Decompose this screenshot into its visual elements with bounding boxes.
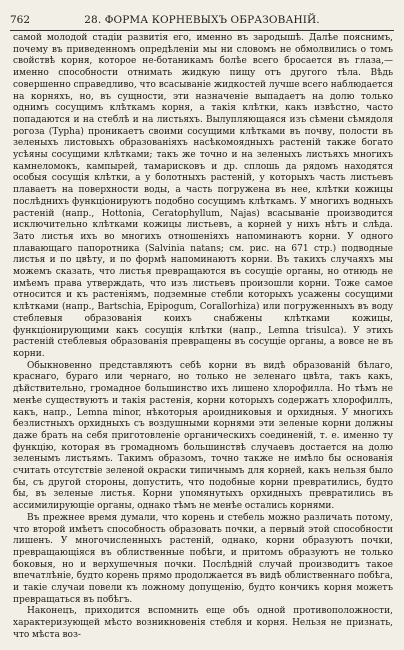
- body-text: [13, 33, 393, 642]
- paragraph: Обыкновенно представляютъ себѣ корни въ видѣ образованій бѣлаго, краснаго, бураго или чернаго, но только не зеленаго цвѣта, такъ какъ, дѣйствительно, громадное большинство ихъ лишено хлорофилла. Но тѣмъ не менѣе существуютъ и такія растенія, корни которыхъ содержатъ хлорофиллъ, какъ, напр., Lemna minor, нѣкоторыя ароидниковыя и орхидныя. У многихъ безлистныхъ орхидныхъ съ воздушными корнями эти зеленые корни должны даже брать на себя приготовленіе органическихъ соединеній, т. е. именно ту функцію, которая въ громадномъ большинствѣ случаевъ достается на долю зеленымъ листьямъ. Такимъ образомъ, точно также не имѣло бы основанія считать отсутствіе зеленой окраски типичнымъ для корней, какъ нельзя было бы, съ другой стороны, допустить, что подобные корни превратились, будто бы, въ зеленые листья. Корни упомянутыхъ орхидныхъ превратились въ ассимилирующіе органы, однако тѣмъ не менѣе остались корнями.: [13, 360, 393, 512]
- paragraph: Въ прежнее время думали, что корень и стебель можно различать потому, что второй имѣетъ способность образовать почки, а первый этой способности лишенъ. У многочисленныхъ растеній, однако, корни образуютъ почки, превращающіяся въ облиственные побѣги, и притомъ образуютъ не только боковыя, но и верхушечныя почки. Послѣдній случай производитъ такое впечатлѣніе, будто корень прямо продолжается въ видѣ облиственнаго побѣга, и такіе случаи повели къ ложному допущенію, будто кончикъ корня можетъ превращаться въ побѣгъ.: [13, 512, 393, 605]
- paragraph-continued: самой молодой стадіи развитія его, именно въ зародышѣ. Далѣе пояснимъ, почему въ приведенномъ опредѣленіи мы ни словомъ не обмолвились о томъ свойствѣ корня, которое не-ботаникамъ болѣе всего бросается въ глаза,—именно способности отнимать жидкую пищу отъ другого тѣла. Вѣдь совершенно справедливо, что всасываніе жидкостей лучше всего наблюдается на корняхъ, но, въ сущности, эти назначеніе выпадаетъ на долю только однимъ сосущимъ клѣткамъ корня, а такія клѣтки, какъ извѣстно, часто попадаются и на стеблѣ и на листьяхъ. Вылупляющаяся изъ сѣмени сѣмядоля рогоза (Typha) проникаетъ своими сосущими клѣтками въ почву, полости въ зеленыхъ листовыхъ образованіяхъ насѣкомоядныхъ растеній также богато усѣяны сосущими клѣтками; такъ же точно и на зеленыхъ листьяхъ многихъ камнеломокъ, кампырей, тамарисковъ и др. сплошь да рядомъ находятся особыя сосущія клѣтки, а у болотныхъ растеній, у которыхъ часть листьевъ плаваетъ на поверхности воды, а часть погружена въ нее, клѣтки кожицы послѣднихъ функціонируютъ подобно сосущимъ клѣткамъ. У многихъ водныхъ растеній (напр., Hottonia, Ceratophyllum, Najas) всасываніе производится исключительно клѣтками кожицы листьевъ, а корней у нихъ нѣтъ и слѣда. Зато листья ихъ во многихъ отношеніяхъ напоминаютъ корни. У одного плавающаго папоротника (Salvinia natans; см. рис. на 671 стр.) подводные листья и по цвѣту, и по формѣ напоминаютъ корни. Въ такихъ случаяхъ мы можемъ сказать, что листья превращаются въ сосущіе органы, но отнюдь не имѣемъ права утверждать, что изъ листьевъ произошли корни. Тоже самое относится и къ растеніямъ, подземные стебли которыхъ усажены сосущими клѣтками (напр., Bartschia, Epipogum, Corallorhiza) или погруженныхъ въ воду стеблевыя образованія коихъ снабжены клѣтками кожицы, функціонирующими какъ сосущія клѣтки (напр., Lemna trisulca). У этихъ растеній стеблевыя образованія превращены въ сосущіе органы, а вовсе не въ корни.: [13, 33, 393, 359]
- running-title: 28. ФОРМА КОРНЕВЫХЪ ОБРАЗОВАНІЙ.: [84, 14, 320, 26]
- page-header: [10, 12, 394, 28]
- page-number: 762: [10, 14, 31, 26]
- paragraph: Наконецъ, приходится вспомнить еще объ одной противоположности, характеризующей мѣсто возникновенія стебля и корня. Нельзя не признать, что мѣста воз-: [13, 606, 393, 640]
- header-rule: [10, 30, 394, 31]
